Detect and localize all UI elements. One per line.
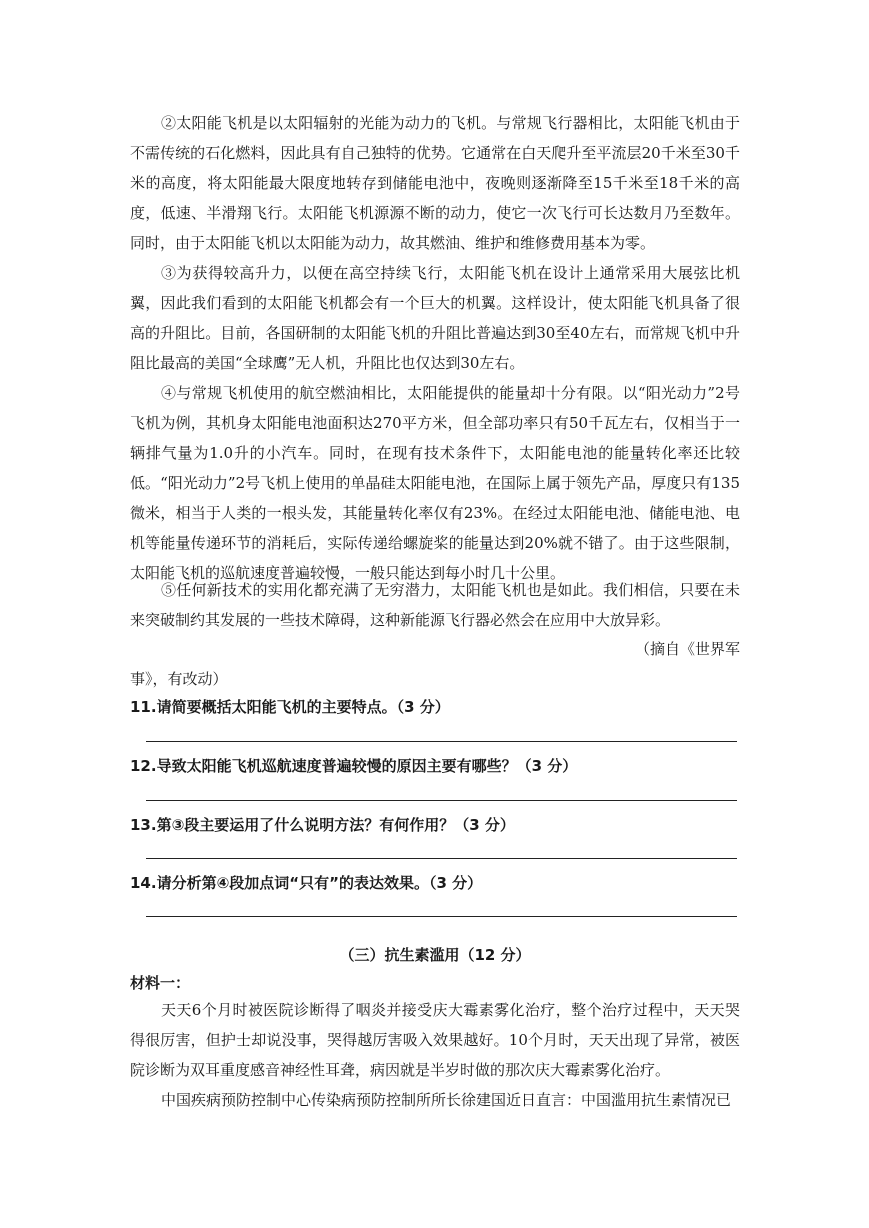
source-line-2: 事》，有改动）	[130, 670, 228, 688]
source-line-1: （摘自《世界军	[634, 640, 740, 658]
material-label: 材料一：	[130, 974, 191, 992]
question-13: 13.第③段主要运用了什么说明方法？有何作用？（3 分）	[130, 816, 515, 834]
material-1-paragraph: 天天6个月时被医院诊断得了咽炎并接受庆大霉素雾化治疗，整个治疗过程中，天天哭得很厉害，但护士却说没事，哭得越厉害吸入效果越好。10个月时，天天出现了异常，被医院诊断为双耳重度感音神经性耳聋，病因就是半岁时做的那次庆大霉素雾化治疗。	[130, 1001, 740, 1079]
paragraph-5: ⑤任何新技术的实用化都充满了无穷潜力，太阳能飞机也是如此。我们相信，只要在未来突破制约其发展的一些技术障碍，这种新能源飞行器必然会在应用中大放异彩。	[130, 581, 740, 629]
paragraph-4: ④与常规飞机使用的航空燃油相比，太阳能提供的能量却十分有限。以“阳光动力”2号飞机为例，其机身太阳能电池面积达270平方米，但全部功率只有50千瓦左右，仅相当于一辆排气量为1.0升的小汽车。同时，在现有技术条件下，太阳能电池的能量转化率还比较低。“阳光动力”2号飞机上使用的单晶硅太阳能电池，在国际上属于领先产品，厚度只有135微米，相当于人类的一根头发，其能量转化率仅有23%。在经过太阳能电池、储能电池、电机等能量传递环节的消耗后，实际传递给螺旋桨的能量达到20%就不错了。由于这些限制，太阳能飞机的巡航速度普遍较慢，一般只能达到每小时几十公里。	[130, 384, 740, 582]
question-11: 11.请简要概括太阳能飞机的主要特点。（3 分）	[130, 698, 450, 716]
paragraph-2: ②太阳能飞机是以太阳辐射的光能为动力的飞机。与常规飞行器相比，太阳能飞机由于不需传统的石化燃料，因此具有自己独特的优势。它通常在白天爬升至平流层20千米至30千米的高度，将太阳能最大限度地转存到储能电池中，夜晚则逐渐降至15千米至18千米的高度，低速、半滑翔飞行。太阳能飞机源源不断的动力，使它一次飞行可长达数月乃至数年。同时，由于太阳能飞机以太阳能为动力，故其燃油、维护和维修费用基本为零。	[130, 114, 740, 252]
paragraph-3: ③为获得较高升力，以便在高空持续飞行，太阳能飞机在设计上通常采用大展弦比机翼，因此我们看到的太阳能飞机都会有一个巨大的机翼。这样设计，使太阳能飞机具备了很高的升阻比。目前，各国研制的太阳能飞机的升阻比普遍达到30至40左右，而常规飞机中升阻比最高的美国“全球鹰”无人机，升阻比也仅达到30左右。	[130, 264, 740, 372]
section-title: （三）抗生素滥用（12 分）	[339, 946, 531, 964]
question-12: 12.导致太阳能飞机巡航速度普遍较慢的原因主要有哪些？（3 分）	[130, 757, 578, 775]
answer-line-12[interactable]	[146, 800, 737, 801]
answer-line-13[interactable]	[146, 858, 737, 859]
answer-line-11[interactable]	[146, 741, 737, 742]
source-citation	[130, 634, 740, 694]
answer-line-14[interactable]	[146, 916, 737, 917]
material-2-paragraph: 中国疾病预防控制中心传染病预防控制所所长徐建国近日直言：中国滥用抗生素情况已	[161, 1091, 732, 1109]
question-14: 14.请分析第④段加点词“只有”的表达效果。（3 分）	[130, 874, 483, 892]
